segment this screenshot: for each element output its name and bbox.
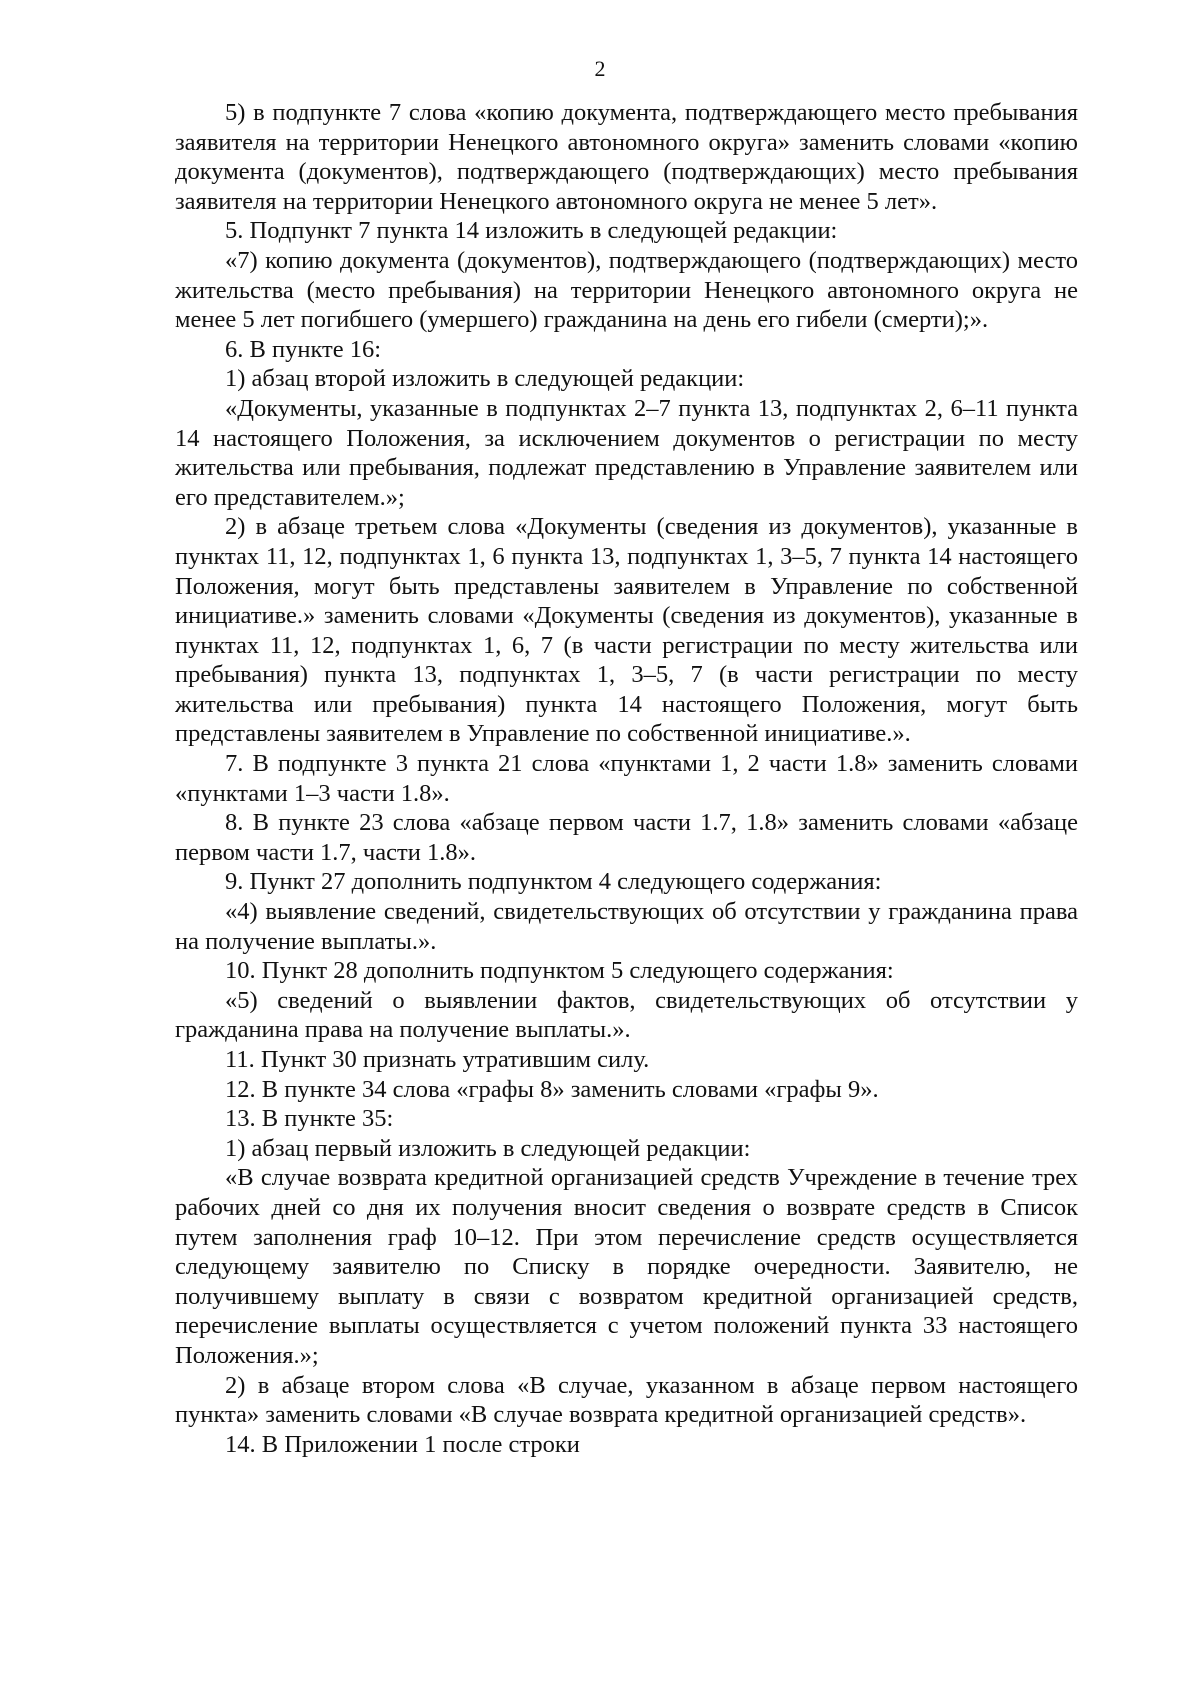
paragraph-quote-5: «5) сведений о выявлении фактов, свидетельствующих об отсутствии у гражданина права на получение выплаты.». <box>175 986 1078 1044</box>
paragraph-item-8: 8. В пункте 23 слова «абзаце первом части 1.7, 1.8» заменить словами «абзаце первом части 1.7, части 1.8». <box>175 809 1078 866</box>
paragraph-item-12: 12. В пункте 34 слова «графы 8» заменить словами «графы 9». <box>225 1075 879 1103</box>
paragraph-item-9: 9. Пункт 27 дополнить подпунктом 4 следующего содержания: <box>225 868 882 896</box>
paragraph-item-7: 7. В подпункте 3 пункта 21 слова «пунктами 1, 2 части 1.8» заменить словами «пунктами 1–3 части 1.8». <box>175 750 1078 807</box>
paragraph-item-13: 13. В пункте 35: <box>225 1105 394 1133</box>
page-number: 2 <box>594 56 606 81</box>
paragraph-item-5: 5. Подпункт 7 пункта 14 изложить в следующей редакции: <box>225 217 838 245</box>
paragraph-item-13-sub-1: 1) абзац первый изложить в следующей редакции: <box>225 1134 751 1162</box>
paragraph-quote-4: «4) выявление сведений, свидетельствующих об отсутствии у гражданина права на получение выплаты.». <box>175 898 1078 955</box>
paragraph-item-10: 10. Пункт 28 дополнить подпунктом 5 следующего содержания: <box>225 957 894 985</box>
paragraph-item-6: 6. В пункте 16: <box>225 335 382 363</box>
paragraph-item-6-sub-2: 2) в абзаце третьем слова «Документы (сведения из документов), указанные в пунктах 11, 12, подпунктах 1, 6 пункта 13, подпунктах 1, 3–5, 7 пункта 14 настоящего Положения, могут быть представлены заявителем в Управление по собственной инициативе.» заменить словами «Документы (сведения из документов), указанные в пунктах 11, 12, подпунктах 1, 6, 7 (в части регистрации по месту жительства или пребывания) пункта 13, подпунктах 1, 3–5, 7 (в части регистрации по месту жительства или пребывания) пункта 14 настоящего Положения, могут быть представлены заявителем в Управление по собственной инициативе.». <box>175 513 1078 748</box>
paragraph-quote-7: «7) копию документа (документов), подтверждающего (подтверждающих) место жительства (место пребывания) на территории Ненецкого автономного округа не менее 5 лет погибшего (умершего) гражданина на день его гибели (смерти);». <box>175 246 1078 334</box>
paragraph-item-13-sub-2: 2) в абзаце втором слова «В случае, указанном в абзаце первом настоящего пункта» заменить словами «В случае возврата кредитной организацией средств». <box>175 1371 1078 1429</box>
paragraph-quote-refund: «В случае возврата кредитной организацией средств Учреждение в течение трех рабочих дней со дня их получения вносит сведения о возврате средств в Список путем заполнения граф 10–12. При этом перечисление средств осуществляется следующему заявителю по Списку в порядке очередности. Заявителю, не получившему выплату в связи с возвратом кредитной организацией средств, перечисление выплаты осуществляется с учетом положений пункта 33 настоящего Положения.»; <box>175 1164 1078 1369</box>
paragraph-subitem-5: 5) в подпункте 7 слова «копию документа, подтверждающего место пребывания заявителя на территории Ненецкого автономного округа» заменить словами «копию документа (документов), подтверждающего (подтверждающих) место пребывания заявителя на территории Ненецкого автономного округа не менее 5 лет». <box>175 99 1078 215</box>
paragraph-item-14: 14. В Приложении 1 после строки <box>225 1430 580 1458</box>
paragraph-item-6-sub-1: 1) абзац второй изложить в следующей редакции: <box>225 365 745 393</box>
paragraph-quote-documents: «Документы, указанные в подпунктах 2–7 пункта 13, подпунктах 2, 6–11 пункта 14 настоящего Положения, за исключением документов о регистрации по месту жительства или пребывания, подлежат представлению в Управление заявителем или его представителем.»; <box>175 394 1078 511</box>
document-body <box>175 98 1078 1459</box>
paragraph-item-11: 11. Пункт 30 признать утратившим силу. <box>225 1046 650 1073</box>
